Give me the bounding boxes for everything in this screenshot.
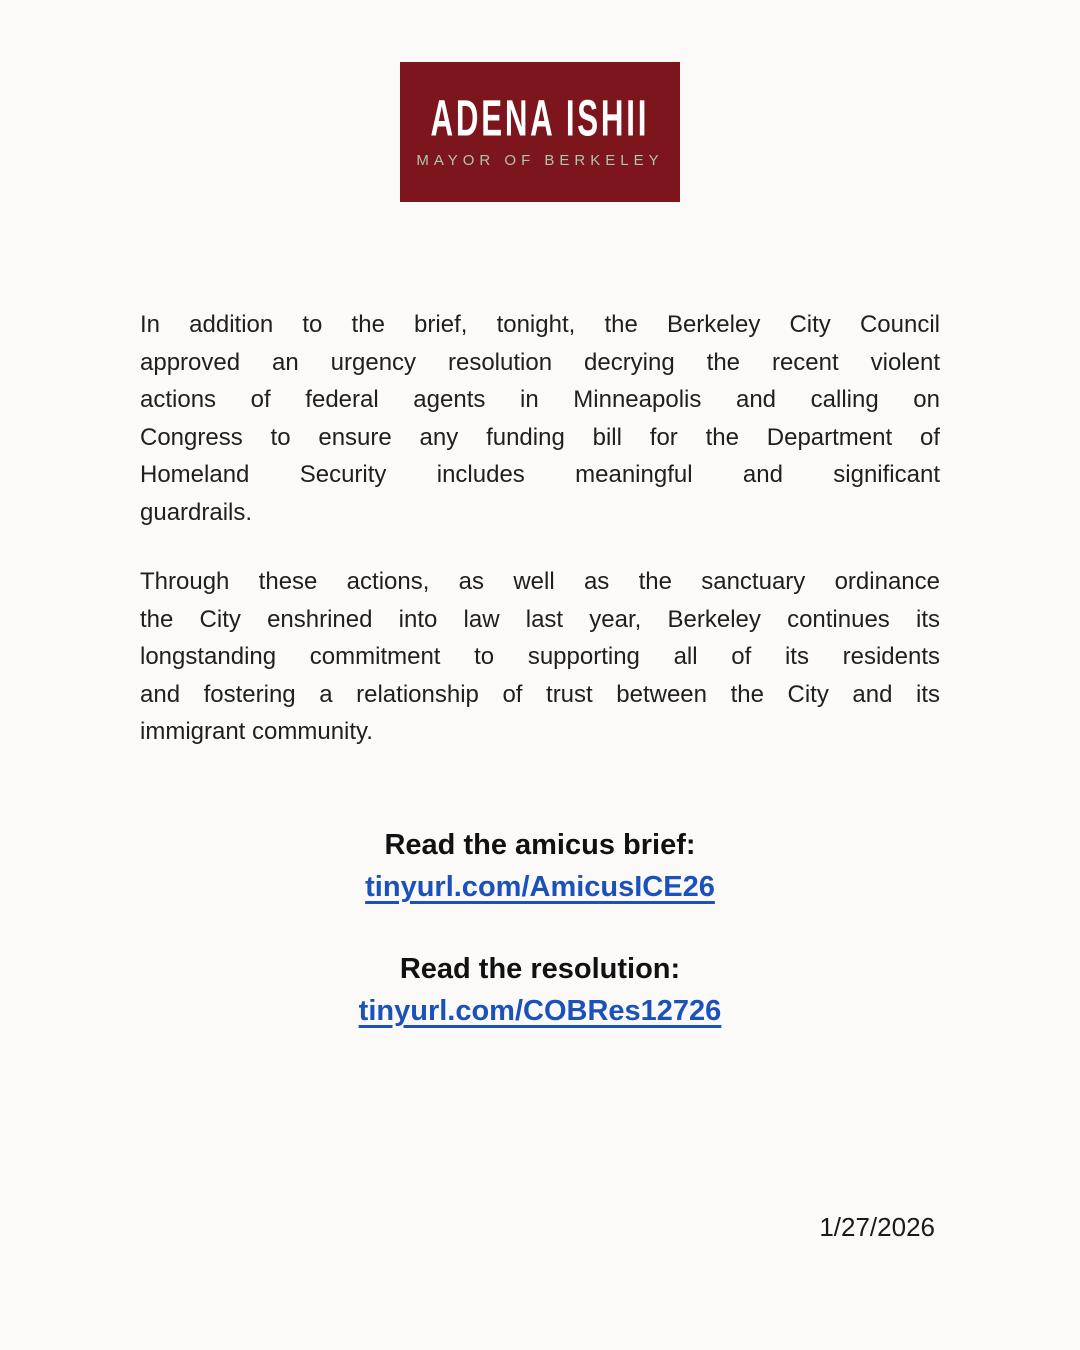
paragraph-line: and fostering a relationship of trust between the City and its <box>140 680 940 708</box>
paragraph-line: Congress to ensure any funding bill for the Department of <box>140 423 940 451</box>
paragraph-line: longstanding commitment to supporting all of its residents <box>140 643 940 670</box>
amicus-brief-link[interactable]: tinyurl.com/AmicusICE26 <box>365 871 715 903</box>
links-section <box>0 824 1080 1032</box>
paragraph-line: guardrails. <box>140 498 253 526</box>
mayor-of-berkeley-logo <box>400 62 680 202</box>
paragraph-line: In addition to the brief, tonight, the Berkeley City Council <box>140 311 940 338</box>
resolution-link[interactable]: tinyurl.com/COBRes12726 <box>358 995 722 1027</box>
paragraph-sanctuary-commitment <box>140 563 940 751</box>
logo-subtitle: MAYOR OF BERKELEY <box>416 151 664 169</box>
paragraph-amicus-resolution <box>140 306 940 531</box>
paragraph-line: actions of federal agents in Minneapolis and calling on <box>140 386 940 413</box>
amicus-brief-heading: Read the amicus brief: <box>384 829 696 861</box>
paragraph-line: immigrant community. <box>140 718 373 745</box>
resolution-heading: Read the resolution: <box>399 953 681 985</box>
paragraph-line: Homeland Security includes meaningful and significant <box>140 461 940 488</box>
paragraph-line: the City enshrined into law last year, Berkeley continues its <box>140 605 940 633</box>
paragraph-line: Through these actions, as well as the sanctuary ordinance <box>140 568 940 595</box>
date-label: 1/27/2026 <box>819 1212 935 1242</box>
logo-name: ADENA ISHII <box>430 90 650 147</box>
links-spacer <box>0 908 1080 948</box>
paragraph-line: approved an urgency resolution decrying the recent violent <box>140 348 940 376</box>
